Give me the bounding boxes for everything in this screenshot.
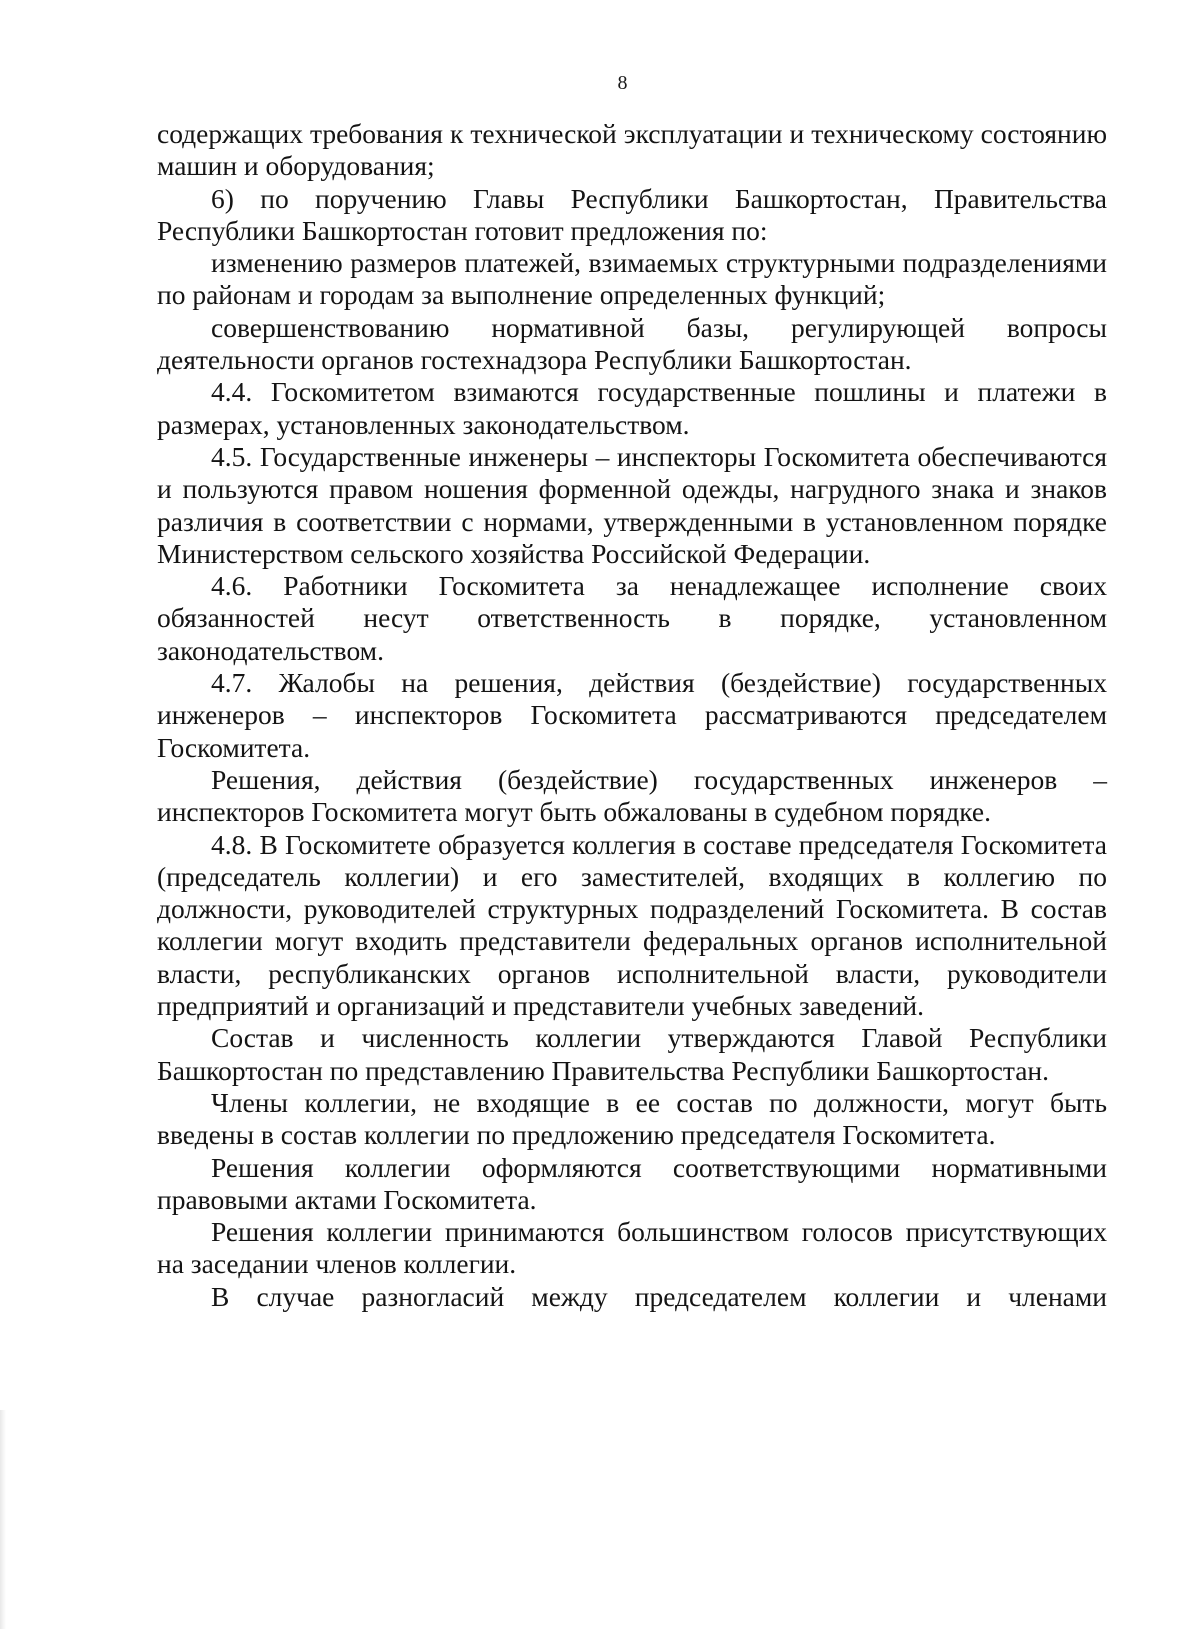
paragraph-4-4: 4.4. Госкомитетом взимаются государственные пошлины и платежи в размерах, установленных законодательством. [157, 376, 1107, 440]
paragraph-4-8-decisions-vote: Решения коллегии принимаются большинством голосов присутствующих на заседании членов коллегии. [157, 1216, 1107, 1280]
page-number: 8 [617, 72, 628, 94]
paragraph-4-5: 4.5. Государственные инженеры – инспекторы Госкомитета обеспечиваются и пользуются правом ношения форменной одежды, нагрудного знака и знаков различия в соответствии с нормами, утвержденными в установленном порядке Министерством сельского хозяйства Российской Федерации. [157, 440, 1107, 569]
paragraph-continuation: содержащих требования к технической эксплуатации и техническому состоянию машин и оборудования; [157, 118, 1107, 182]
paragraph-item-6: 6) по поручению Главы Республики Башкортостан, Правительства Республики Башкортостан готовит предложения по: [157, 182, 1107, 246]
paragraph-item-6-normative-base: совершенствованию нормативной базы, регулирующей вопросы деятельности органов гостехнадзора Республики Башкортостан. [157, 311, 1107, 376]
paragraph-4-7: 4.7. Жалобы на решения, действия (бездействие) государственных инженеров – инспекторов Госкомитета рассматриваются председателем Госкомитета. [157, 667, 1107, 763]
document-body [157, 118, 1107, 1313]
paragraph-4-7-appeal: Решения, действия (бездействие) государственных инженеров – инспекторов Госкомитета могут быть обжалованы в судебном порядке. [157, 763, 1107, 828]
paragraph-4-8-composition: Состав и численность коллегии утверждаются Главой Республики Башкортостан по представлению Правительства Республики Башкортостан. [157, 1022, 1107, 1086]
scan-edge-shadow [0, 1410, 6, 1629]
paragraph-item-6-payments: изменению размеров платежей, взимаемых структурными подразделениями по районам и городам за выполнение определенных функций; [157, 247, 1107, 311]
paragraph-4-8: 4.8. В Госкомитете образуется коллегия в составе председателя Госкомитета (председатель коллегии) и его заместителей, входящих в коллегию по должности, руководителей структурных подразделений Госкомитета. В состав коллегии могут входить представители федеральных органов исполнительной власти, республиканских органов исполнительной власти, руководители предприятий и организаций и представители учебных заведений. [157, 828, 1107, 1022]
paragraph-4-8-decisions-form: Решения коллегии оформляются соответствующими нормативными правовыми актами Госкомитета. [157, 1151, 1107, 1215]
paragraph-4-6: 4.6. Работники Госкомитета за ненадлежащее исполнение своих обязанностей несут ответственность в порядке, установленном законодательством. [157, 570, 1107, 666]
paragraph-4-8-members: Члены коллегии, не входящие в ее состав по должности, могут быть введены в состав коллегии по предложению председателя Госкомитета. [157, 1086, 1107, 1151]
paragraph-4-8-disagreements: В случае разногласий между председателем коллегии и членами [211, 1280, 1107, 1312]
